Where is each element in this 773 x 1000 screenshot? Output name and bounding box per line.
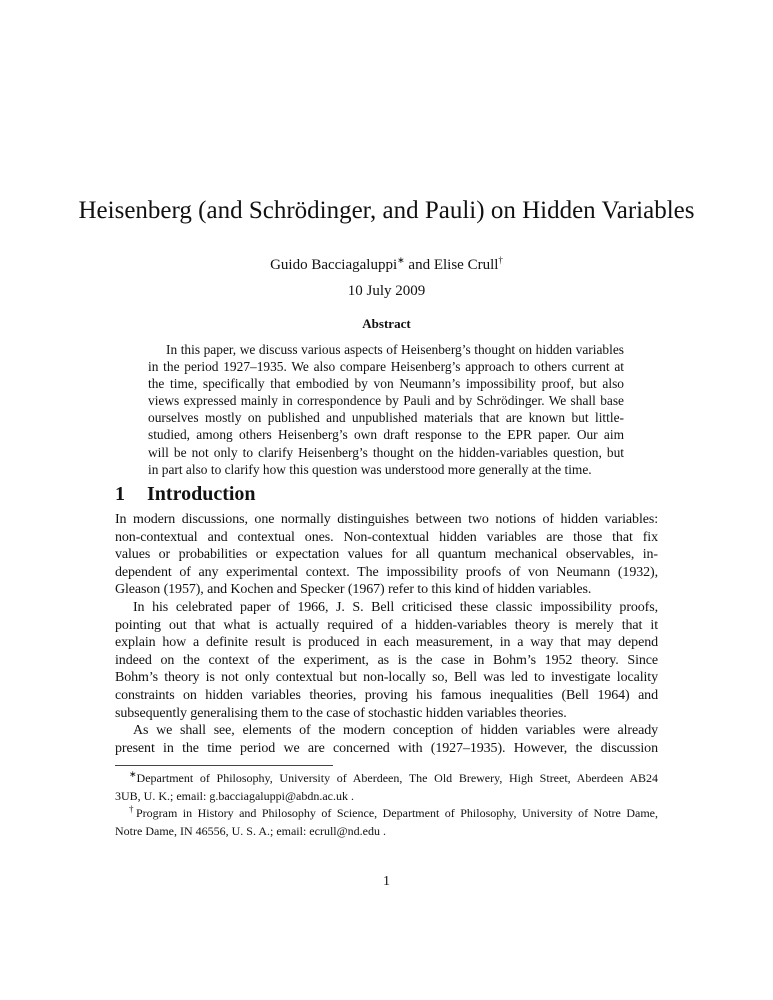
body-line: Bohm’s theory is not only contextual but non-locally so, Bell was led to investigate locality (115, 670, 658, 686)
footnote-text: Program in History and Philosophy of Science, Department of Philosophy, University of Notre Dame, (135, 806, 659, 820)
abstract-line: will be not only to clarify Heisenberg’s thought on the hidden-variables question, but (148, 444, 624, 460)
body-line: values or probabilities or expectation values for all quantum mechanical observables, in- (115, 547, 658, 563)
section-title: Introduction (147, 483, 256, 505)
body-line: Gleason (1957), and Kochen and Specker (1967) refer to this kind of hidden variables. (115, 582, 592, 598)
body-line: dependent of any experimental context. The impossibility proofs of von Neumann (1932), (115, 564, 658, 580)
body-line: indeed on the context of the experiment, as is the case in Bohm’s 1952 theory. Since (115, 652, 658, 668)
abstract-line: in part also to clarify how this question was understood more generally at the time. (148, 461, 592, 477)
footnote-mark: † (129, 804, 136, 814)
body-text (115, 511, 658, 757)
abstract-line: In this paper, we discuss various aspects of Heisenberg’s thought on hidden variables (166, 342, 624, 357)
section-heading (115, 483, 256, 506)
footnote-mark: † (498, 255, 503, 265)
abstract-line: views expressed mainly in correspondence by Pauli and by Schrödinger. We shall base (148, 393, 624, 409)
body-line: explain how a definite result is produced in each measurement, in a way that may depend (115, 635, 658, 651)
abstract-line: studied, among others Heisenberg’s own draft response to the EPR paper. Our aim (148, 427, 624, 443)
abstract-heading: Abstract (362, 316, 411, 331)
footnote-line (115, 770, 658, 788)
footnotes (115, 770, 658, 840)
abstract-line: in the period 1927–1935. We also compare Heisenberg’s approach to others current at (148, 359, 624, 375)
abstract-line: ourselves mostly on published and unpublished materials that are known but little- (148, 410, 624, 426)
footnote-text: Department of Philosophy, University of Aberdeen, The Old Brewery, High Street, Aberdeen AB24 (136, 771, 658, 785)
body-line: present in the time period we are concerned with (1927–1935). However, the discussion (115, 740, 658, 756)
section-number: 1 (115, 483, 125, 505)
body-line: non-contextual and contextual ones. Non-contextual hidden variables are those that fix (115, 529, 658, 545)
author-name: Guido Bacciagaluppi (270, 257, 398, 273)
author-connector: and (408, 257, 431, 273)
footnote-rule (115, 765, 333, 766)
footnote-line (115, 805, 658, 823)
body-line: In his celebrated paper of 1966, J. S. Bell criticised these classic impossibility proofs, (133, 599, 658, 615)
body-line: In modern discussions, one normally distinguishes between two notions of hidden variables: (115, 512, 658, 527)
body-line: pointing out that what is actually required of a hidden-variables theory is merely that it (115, 617, 658, 633)
page-number: 1 (383, 874, 390, 889)
paper-date: 10 July 2009 (347, 283, 426, 299)
footnote-mark: ∗ (397, 255, 405, 265)
abstract-text (148, 341, 624, 478)
body-line: constraints on hidden variables theories, proving his famous inequalities (Bell 1964) and (115, 687, 658, 703)
footnote-line: 3UB, U. K.; email: g.bacciagaluppi@abdn.ac.uk . (115, 788, 354, 803)
abstract-line: the time, specifically that embodied by von Neumann’s impossibility proof, but also (148, 376, 624, 392)
footnote-line: Notre Dame, IN 46556, U. S. A.; email: ecrull@nd.edu . (115, 823, 386, 838)
body-line: subsequently generalising them to the case of stochastic hidden variables theories. (115, 705, 567, 721)
footnote-mark: ∗ (129, 769, 137, 779)
author-name: Elise Crull (433, 257, 499, 273)
body-line: As we shall see, elements of the modern conception of hidden variables were already (133, 723, 658, 739)
paper-title: Heisenberg (and Schrödinger, and Pauli) on Hidden Variables (78, 197, 695, 224)
authors (0, 257, 773, 274)
